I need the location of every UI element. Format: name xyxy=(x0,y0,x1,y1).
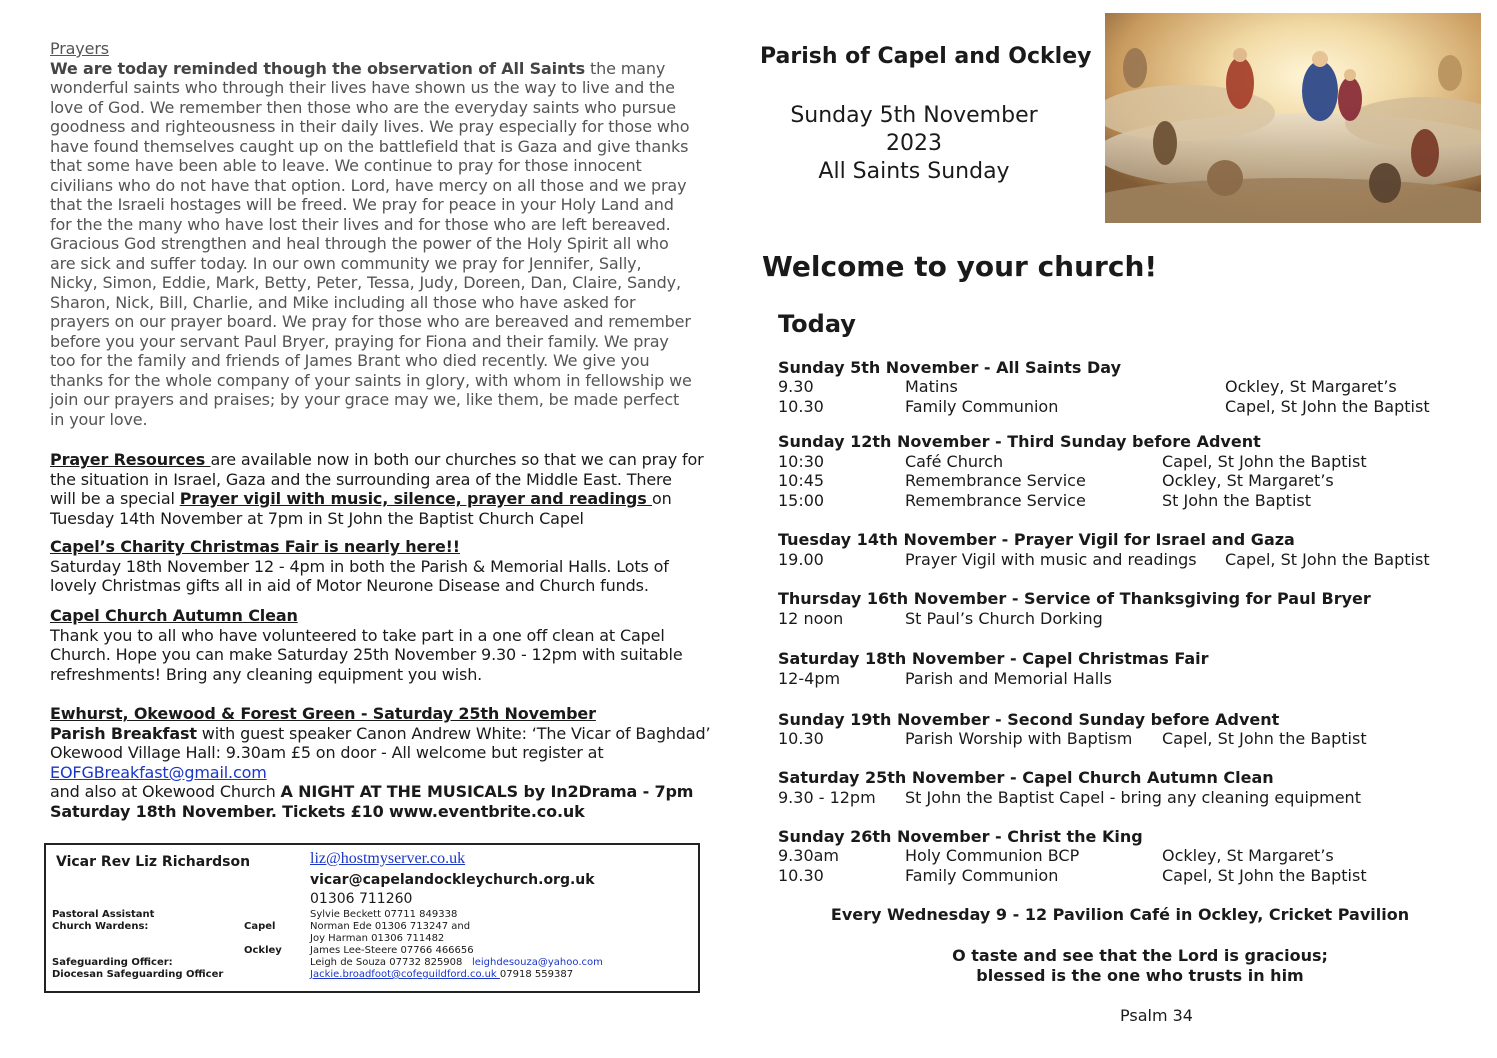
warden-contact: James Lee-Steere 07766 466656 xyxy=(310,945,474,956)
schedule-time: 15:00 xyxy=(778,491,825,510)
schedule-heading: Tuesday 14th November - Prayer Vigil for Israel and Gaza xyxy=(778,530,1295,549)
church-phone: 01306 711260 xyxy=(310,891,413,907)
schedule-location: Capel, St John the Baptist xyxy=(1162,866,1367,885)
prayers-line: have found themselves caught up on the battlefield that is Gaza and give thanks xyxy=(50,136,689,156)
prayers-line: prayers on our prayer board. We pray for those who are bereaved and remember xyxy=(50,312,691,331)
parish-title: Parish of Capel and Ockley xyxy=(760,44,1092,69)
schedule-time: 9.30 - 12pm xyxy=(778,788,876,807)
clean-line: Church. Hope you can make Saturday 25th November 9.30 - 12pm with suitable xyxy=(50,645,683,664)
diocesan-label: Diocesan Safeguarding Officer xyxy=(52,969,224,980)
prayers-line: before you your servant Paul Bryer, praying for Fiona and their family. We pray xyxy=(50,331,669,351)
prayers-line: are sick and suffer today. In our own community we pray for Jennifer, Sally, xyxy=(50,253,642,273)
ockley-label: Ockley xyxy=(244,945,282,956)
diocesan-email-link[interactable]: Jackie.broadfoot@cofeguildford.co.uk xyxy=(310,969,500,980)
breakfast-email-link[interactable]: EOFGBreakfast@gmail.com xyxy=(50,762,267,782)
prayer-vigil-link[interactable]: Prayer vigil with music, silence, prayer and readings xyxy=(179,489,652,508)
schedule-heading: Sunday 5th November - All Saints Day xyxy=(778,358,1121,377)
resources-line: the situation in Israel, Gaza and the surrounding area of the Middle East. There xyxy=(50,469,672,489)
prayers-line: civilians who do not have that option. Lord, have mercy on all those and we pray xyxy=(50,175,687,195)
resources-line: Tuesday 14th November at 7pm in St John the Baptist Church Capel xyxy=(50,508,584,528)
safeguarding-label: Safeguarding Officer: xyxy=(52,957,173,968)
psalm-reference: Psalm 34 xyxy=(1120,1006,1193,1025)
prayers-line: love of God. We remember then those who are the everyday saints who pursue xyxy=(50,97,676,117)
schedule-heading: Thursday 16th November - Service of Thanksgiving for Paul Bryer xyxy=(778,589,1371,608)
occasion: All Saints Sunday xyxy=(818,159,1010,184)
prayers-line: Nicky, Simon, Eddie, Mark, Betty, Peter, Tessa, Judy, Doreen, Dan, Claire, Sandy, xyxy=(50,273,681,292)
ewhurst-tickets: Saturday 18th November. Tickets £10 www.eventbrite.co.uk xyxy=(50,801,585,821)
safeguarding-email[interactable]: leighdesouza@yahoo.com xyxy=(471,957,603,968)
schedule-time: 10.30 xyxy=(778,866,824,885)
schedule-time: 9.30 xyxy=(778,377,814,396)
vicar-label: Vicar Rev Liz Richardson xyxy=(56,854,251,870)
wednesday-cafe: Every Wednesday 9 - 12 Pavilion Café in Ockley, Cricket Pavilion xyxy=(830,905,1410,924)
schedule-service: Remembrance Service xyxy=(905,471,1086,490)
prayers-line: goodness and righteousness in their daily lives. We pray especially for those who xyxy=(50,117,690,136)
verse-line-1: O taste and see that the Lord is gracious; xyxy=(952,946,1328,965)
fair-line: Saturday 18th November 12 - 4pm in both the Parish & Memorial Halls. Lots of xyxy=(50,556,669,576)
schedule-location: Capel, St John the Baptist xyxy=(1162,452,1367,471)
pastoral-label: Pastoral Assistant xyxy=(52,909,155,920)
clean-line: Thank you to all who have volunteered to take part in a one off clean at Capel xyxy=(50,625,665,645)
schedule-service: St John the Baptist Capel - bring any cleaning equipment xyxy=(905,788,1361,807)
schedule-service: Parish Worship with Baptism xyxy=(905,729,1133,748)
schedule-time: 10.30 xyxy=(778,729,824,748)
prayer-resources-section: Prayer Resources are available now in both our churches so that we can pray for the situation in Israel, Gaza and the surrounding area of the Middle East. There will be a special Prayer vigil with music, silence, prayer and readings on Tuesday 14th November at 7pm in St John the Baptist Church Capel xyxy=(50,450,710,528)
schedule-service: Prayer Vigil with music and readings xyxy=(905,550,1197,569)
schedule-heading: Sunday 19th November - Second Sunday before Advent xyxy=(778,710,1280,729)
schedule-service: Family Communion xyxy=(905,397,1059,416)
prayers-line: Gracious God strengthen and heal through the power of the Holy Spirit all who xyxy=(50,234,669,253)
prayers-line: that the Israeli hostages will be freed. We pray for peace in your Holy Land and xyxy=(50,195,674,214)
verse-line-2: blessed is the one who trusts in him xyxy=(976,966,1304,985)
vicar-email-link[interactable]: liz@hostmyserver.co.uk xyxy=(310,850,466,867)
schedule-location: Ockley, St Margaret’s xyxy=(1162,846,1334,865)
schedule-heading: Saturday 25th November - Capel Church Autumn Clean xyxy=(778,768,1274,787)
schedule-service: Family Communion xyxy=(905,866,1059,885)
schedule-time: 10:30 xyxy=(778,452,825,471)
schedule-location: Ockley, St Margaret’s xyxy=(1162,471,1334,490)
schedule-time: 12-4pm xyxy=(778,669,841,688)
prayers-heading: Prayers xyxy=(50,39,109,58)
ewhurst-heading: Ewhurst, Okewood & Forest Green - Saturday 25th November xyxy=(50,704,596,723)
schedule-service: Matins xyxy=(905,377,958,396)
ewhurst-section: Ewhurst, Okewood & Forest Green - Saturday 25th November Parish Breakfast with guest speaker Canon Andrew White: ‘The Vicar of Baghdad’ Okewood Village Hall: 9.30am £5 on door - All welcome but register at EOFGBreakfast@gmail.com and also at Okewood Church A NIGHT AT THE MUSICALS by In2Drama - 7pm Saturday 18th November. Tickets £10 www.eventbrite.co.uk xyxy=(50,704,711,821)
service-date: Sunday 5th November 2023 xyxy=(790,103,1038,156)
prayers-line: wonderful saints who through their lives have shown us the way to live and the xyxy=(50,78,675,97)
capel-label: Capel xyxy=(244,921,276,932)
clean-heading: Capel Church Autumn Clean xyxy=(50,606,298,625)
schedule-heading: Sunday 26th November - Christ the King xyxy=(778,827,1143,846)
schedule-location: Capel, St John the Baptist xyxy=(1225,550,1430,569)
schedule-service: Café Church xyxy=(905,452,1004,471)
prayers-line: in your love. xyxy=(50,409,148,429)
ewhurst-line: Okewood Village Hall: 9.30am £5 on door - All welcome but register at xyxy=(50,743,604,762)
schedule-location: St John the Baptist xyxy=(1162,491,1311,510)
wardens-label: Church Wardens: xyxy=(52,921,149,932)
schedule-time: 10.30 xyxy=(778,397,824,416)
schedule-location: Ockley, St Margaret’s xyxy=(1225,377,1397,396)
schedule-heading: Sunday 12th November - Third Sunday before Advent xyxy=(778,432,1261,451)
schedule-time: 19.00 xyxy=(778,550,824,569)
prayers-line: too for the family and friends of James Brant who died recently. We give you xyxy=(50,351,650,370)
prayers-line-0: We are today reminded though the observation of All Saints the many xyxy=(50,58,666,78)
fair-line: lovely Christmas gifts all in aid of Motor Neurone Disease and Church funds. xyxy=(50,576,649,595)
schedule-service: Parish and Memorial Halls xyxy=(905,669,1112,688)
clean-line: refreshments! Bring any cleaning equipment you wish. xyxy=(50,664,483,684)
schedule-time: 12 noon xyxy=(778,609,844,628)
prayers-lead: We are today reminded though the observation of All Saints xyxy=(50,58,586,78)
prayers-line: Sharon, Nick, Bill, Charlie, and Mike including all those who have asked for xyxy=(50,292,636,312)
fair-heading: Capel’s Charity Christmas Fair is nearly here!! xyxy=(50,537,460,556)
prayers-line: that some have been able to leave. We continue to pray for those innocent xyxy=(50,156,642,175)
schedule-time: 9.30am xyxy=(778,846,840,865)
warden-contact: Joy Harman 01306 711482 xyxy=(310,933,445,944)
schedule-location: Capel, St John the Baptist xyxy=(1225,397,1430,416)
prayers-line: thanks for the whole company of your saints in glory, with whom in fellowship we xyxy=(50,370,692,390)
prayers-line: join our prayers and praises; by your grace may we, like them, be made perfect xyxy=(50,390,680,409)
pastoral-contact: Sylvie Beckett 07711 849338 xyxy=(310,909,458,920)
welcome-heading: Welcome to your church! xyxy=(762,250,1158,283)
schedule-service: St Paul’s Church Dorking xyxy=(905,609,1103,628)
today-heading: Today xyxy=(778,310,856,338)
warden-contact: Norman Ede 01306 713247 and xyxy=(310,921,471,932)
prayer-resources-link[interactable]: Prayer Resources xyxy=(50,450,211,469)
schedule-time: 10:45 xyxy=(778,471,825,490)
schedule-service: Remembrance Service xyxy=(905,491,1086,510)
schedule-location: Capel, St John the Baptist xyxy=(1162,729,1367,748)
prayers-line: for the the many who have lost their lives and for those who are left bereaved. xyxy=(50,214,671,234)
schedule-heading: Saturday 18th November - Capel Christmas Fair xyxy=(778,649,1209,668)
contact-box: Vicar Rev Liz Richardson liz@hostmyserver.co.uk vicar@capelandockleychurch.org.uk 01306 711260 Pastoral Assistant Sylvie Beckett 07711 849338 Church Wardens: Capel Norman Ede 01306 713247 and Joy Harman 01306 711482 Ockley James Lee-Steere 07766 466656 Safeguarding Officer: Leigh de Souza 07732 825908 leighdesouza@yahoo.com Diocesan Safeguarding Officer Jackie.broadfoot@cofeguildford.co.uk 07918 559387 xyxy=(44,843,700,993)
schedule-service: Holy Communion BCP xyxy=(905,846,1080,865)
church-email: vicar@capelandockleychurch.org.uk xyxy=(310,872,595,888)
